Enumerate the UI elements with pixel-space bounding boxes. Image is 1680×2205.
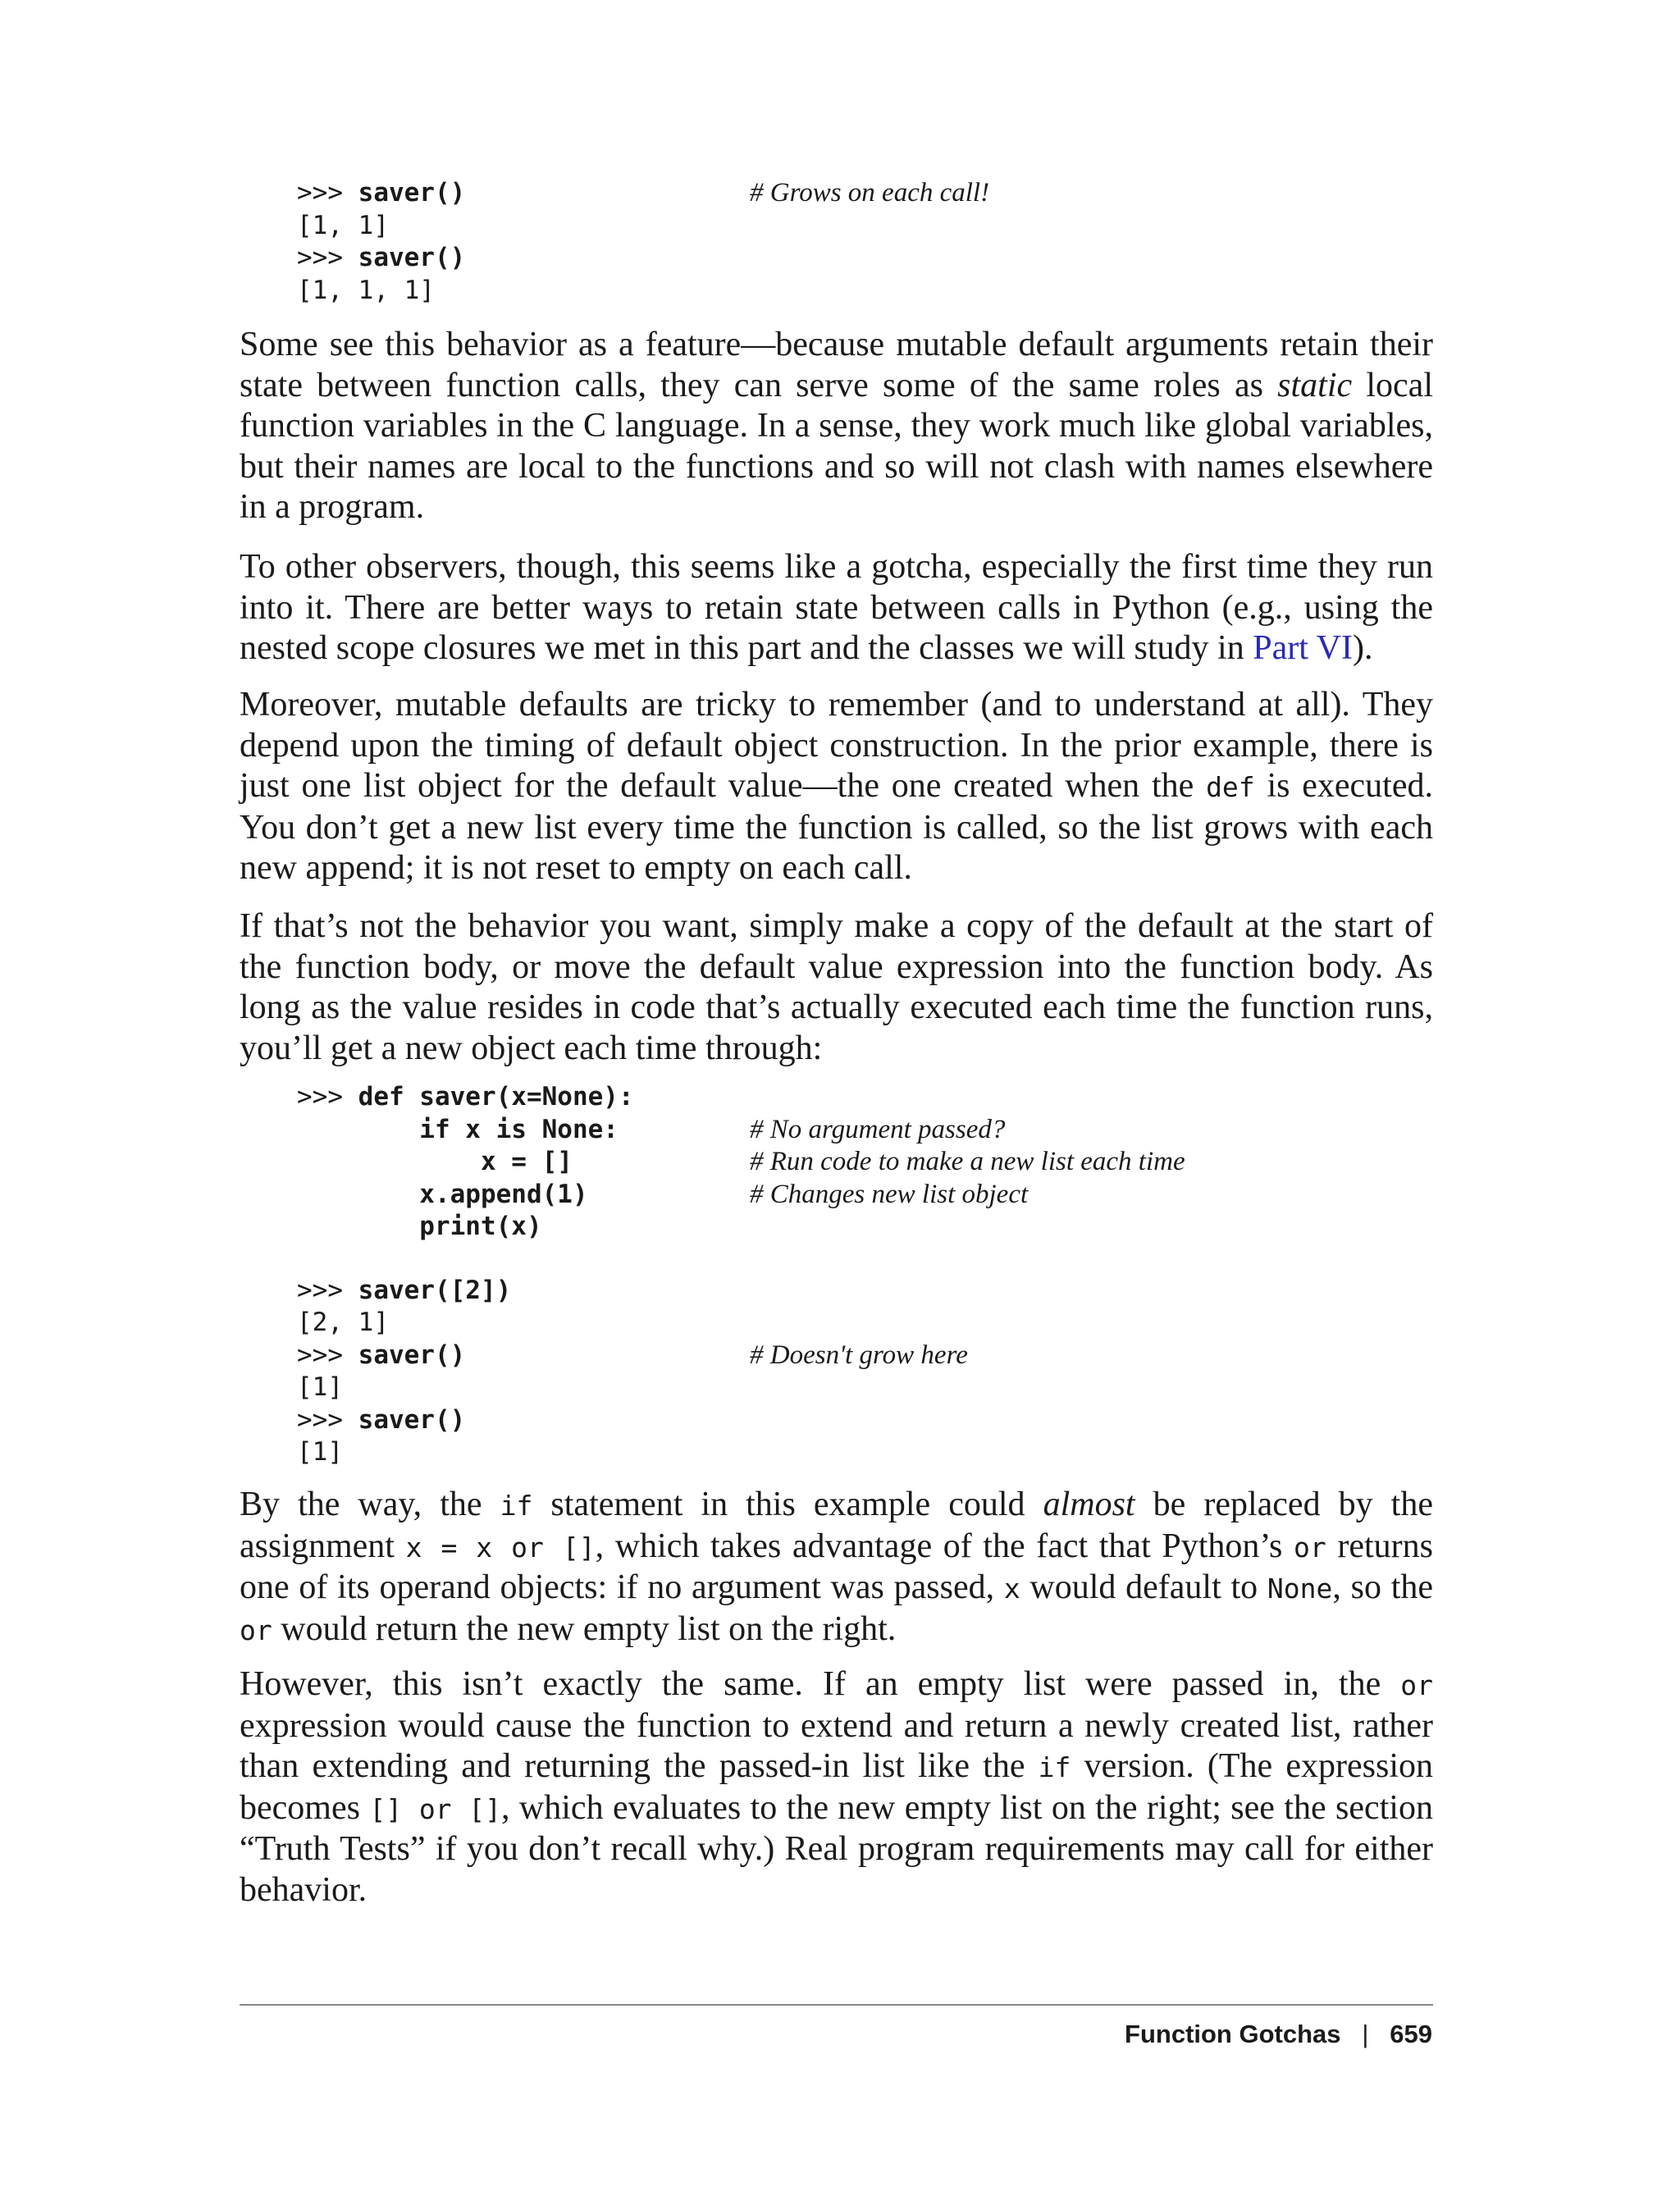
paragraph-6 (240, 1664, 1433, 1911)
code-comment: # No argument passed? (750, 1114, 1006, 1144)
text: To other observers, though, this seems like a gotcha, especially the first time they run into it. There are better ways to retain state between calls in Python (e.g., using the nested scope closures we met in this part and the classes we will study in (240, 548, 1433, 667)
code-input: saver() (358, 178, 466, 208)
footer-separator: | (1362, 2020, 1369, 2048)
code-block-1 (240, 177, 990, 307)
code-line (297, 1081, 634, 1114)
inline-code: [] or [] (369, 1792, 502, 1825)
repl-prompt: >>> (297, 178, 358, 208)
inline-code: if (500, 1490, 533, 1522)
emphasis: static (1277, 366, 1353, 404)
page-footer (1125, 2020, 1432, 2049)
inline-code: or (1294, 1531, 1326, 1564)
text: However, this isn’t exactly the same. If an empty list were passed in, the (240, 1665, 1401, 1703)
text: is executed. You don’t get a new list every time the function is called, so the list grows with each new append; it is not reset to empty on each call. (240, 767, 1433, 887)
text: By the way, the (240, 1486, 500, 1523)
code-input: def saver(x=None): (358, 1082, 634, 1112)
text: , so the (1332, 1568, 1434, 1606)
footer-section-title: Function Gotchas (1125, 2020, 1341, 2048)
inline-code: or (1400, 1669, 1433, 1701)
code-output: [1] (297, 1437, 343, 1467)
text: , which evaluates to the new empty list on the right; see the section “Truth Tests” if you don’t recall why.) Real program requirements may call for either behavior. (240, 1788, 1433, 1909)
text: returns one of its operand objects: if no argument was passed, (240, 1527, 1433, 1606)
text: Moreover, mutable defaults are tricky to remember (and to understand at all). They depend upon the timing of default object construction. In the prior example, there is just one list object for the default value—the one created when the (240, 686, 1433, 805)
part-vi-link[interactable]: Part VI (1253, 629, 1353, 667)
text: local function variables in the C language. In a sense, they work much like global variables, but their names are local to the functions and so will not clash with names elsewhere in a program. (240, 366, 1433, 526)
paragraph-1 (240, 325, 1433, 528)
code-line (297, 275, 465, 308)
text: Some see this behavior as a feature—because mutable default arguments retain their state between function calls, they can serve some of the same roles as (240, 326, 1433, 404)
repl-prompt: >>> (297, 1275, 358, 1305)
code-comment: # Run code to make a new list each time (750, 1147, 1185, 1176)
code-comment: # Grows on each call! (750, 178, 990, 208)
text: ). (1352, 629, 1373, 667)
code-output: [2, 1] (297, 1308, 389, 1337)
code-input: x.append(1) (297, 1179, 588, 1209)
paragraph-5 (240, 1485, 1433, 1650)
code-input: if x is None: (297, 1114, 619, 1144)
code-line (297, 1340, 968, 1372)
code-gap (297, 1244, 634, 1275)
code-line (297, 1307, 634, 1340)
text: would return the new empty list on the right. (272, 1609, 897, 1648)
code-line (297, 1146, 1185, 1179)
paragraph-4 (240, 906, 1433, 1069)
emphasis: almost (1043, 1486, 1135, 1523)
inline-code: or (240, 1614, 272, 1646)
code-input: x = [] (297, 1147, 573, 1176)
code-input: saver() (358, 1340, 466, 1370)
code-input: saver() (358, 243, 466, 272)
text: , which takes advantage of the fact that Python’s (595, 1527, 1294, 1565)
code-line (297, 1372, 634, 1404)
code-comment: # Changes new list object (750, 1179, 1029, 1209)
paragraph-3 (240, 685, 1433, 889)
code-line (297, 177, 990, 210)
inline-code: x = x or [] (405, 1531, 596, 1564)
inline-code: def (1206, 771, 1255, 803)
footer-rule (240, 2004, 1433, 2006)
inline-code: x (1003, 1573, 1020, 1605)
code-line (297, 210, 465, 243)
page-number: 659 (1390, 2020, 1432, 2048)
inline-code: None (1267, 1573, 1333, 1605)
code-input: print(x) (297, 1212, 542, 1241)
code-line (297, 1436, 634, 1469)
text: would default to (1020, 1568, 1267, 1606)
code-output: [1, 1] (297, 210, 389, 240)
code-input: saver([2]) (358, 1275, 512, 1305)
paragraph-2 (240, 547, 1433, 669)
text: statement in this example could (532, 1486, 1043, 1523)
repl-prompt: >>> (297, 243, 358, 272)
text: be replaced by the assignment (240, 1486, 1433, 1565)
code-comment: # Doesn't grow here (750, 1340, 968, 1370)
code-line (297, 1179, 1029, 1212)
code-line (297, 242, 465, 275)
code-input: saver() (358, 1404, 466, 1435)
inline-code: if (1038, 1751, 1071, 1783)
repl-prompt: >>> (297, 1340, 358, 1370)
code-output: [1, 1, 1] (297, 275, 435, 305)
text: expression would cause the function to extend and return a newly created list, rather than extending and returning the passed-in list like the (240, 1706, 1433, 1785)
code-line (297, 1114, 1006, 1147)
code-output: [1] (297, 1372, 343, 1402)
repl-prompt: >>> (297, 1082, 358, 1112)
text: version. (The expression becomes (240, 1747, 1433, 1827)
code-line (297, 1275, 634, 1308)
repl-prompt: >>> (297, 1404, 358, 1435)
code-line (297, 1211, 634, 1244)
text: If that’s not the behavior you want, simply make a copy of the default at the start of the function body, or move the default value expression into the function body. As long as the value resides in code that’s actually executed each time the function runs, you’ll get a new object each time through: (240, 907, 1433, 1067)
code-line (297, 1404, 634, 1437)
code-block-2 (240, 1081, 1185, 1469)
